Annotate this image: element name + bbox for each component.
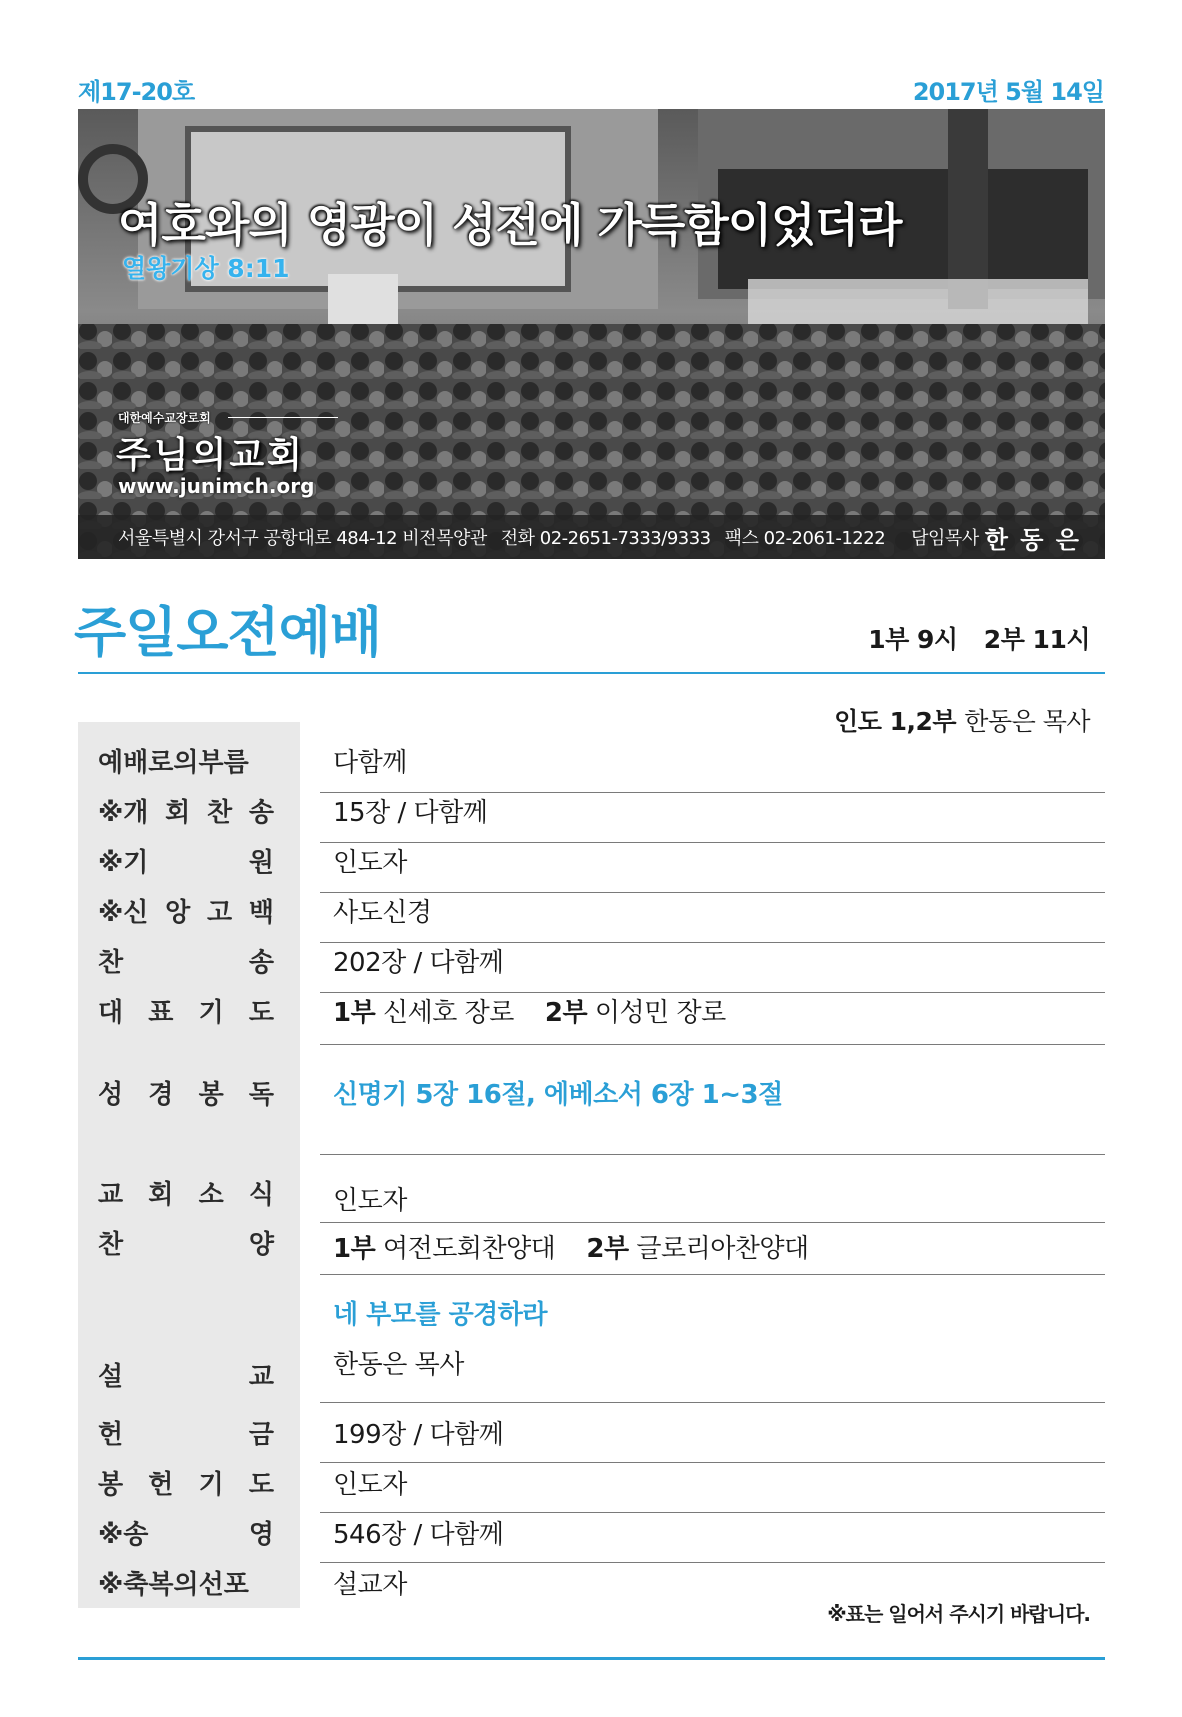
church-website[interactable]: www.junimch.org	[118, 474, 315, 498]
label-glyph: 찬	[98, 948, 124, 978]
row-divider	[320, 1462, 1105, 1463]
item-label	[98, 1514, 274, 1551]
service-times	[850, 620, 1090, 656]
label-glyph: 원	[248, 848, 274, 878]
label-glyph: 찬	[98, 1230, 124, 1260]
item-value: 사도신경	[333, 898, 432, 928]
church-fax: 팩스 02-2061-1222	[724, 528, 886, 549]
row-divider	[320, 892, 1105, 893]
label-glyph: 고	[207, 898, 233, 928]
value-part: 글로리아찬양대	[636, 1234, 809, 1264]
label-glyph: 봉	[98, 1470, 124, 1500]
label-glyph: 양	[248, 1230, 274, 1260]
preacher: 한동은 목사	[333, 1350, 464, 1380]
sermon-title: 네 부모를 공경하라	[333, 1300, 548, 1330]
value-part: 신세호 장로	[382, 998, 514, 1028]
row-divider	[320, 1402, 1105, 1403]
label-glyph: 경	[148, 1080, 174, 1110]
item-label	[98, 992, 274, 1029]
denomination-divider	[228, 417, 338, 418]
leader-name: 한동은 목사	[964, 707, 1090, 736]
item-label: ※축복의선포	[98, 1570, 249, 1600]
label-glyph: 찬	[207, 798, 233, 828]
standing-note: ※표는 일어서 주시기 바랍니다.	[827, 1602, 1090, 1626]
item-label	[98, 892, 274, 929]
row-divider	[320, 1562, 1105, 1563]
item-label	[98, 842, 274, 879]
item-value: 설교자	[333, 1570, 407, 1600]
issue-number: 제17-20호	[78, 78, 195, 106]
title-divider	[78, 672, 1105, 674]
label-glyph: ※개	[98, 798, 149, 828]
item-label	[98, 1464, 274, 1501]
label-glyph: 표	[148, 998, 174, 1028]
item-label: 예배로의부름	[98, 748, 249, 778]
label-glyph: ※기	[98, 848, 149, 878]
value-part: 이성민 장로	[594, 998, 726, 1028]
item-value: 199장 / 다함께	[333, 1420, 504, 1450]
label-glyph: 헌	[98, 1420, 124, 1450]
label-glyph: 회	[165, 798, 191, 828]
label-glyph: 송	[248, 948, 274, 978]
order-of-worship	[78, 722, 1105, 1608]
label-glyph: 교	[98, 1180, 124, 1210]
value-part-label: 2부	[544, 998, 588, 1028]
service-time-2: 2부 11시	[983, 625, 1090, 654]
banner-reference: 열왕기상 8:11	[122, 254, 290, 283]
label-glyph: 소	[198, 1180, 224, 1210]
row-divider	[320, 1154, 1105, 1155]
row-divider	[320, 1274, 1105, 1275]
contact-bar	[78, 515, 1105, 559]
label-glyph: 앙	[165, 898, 191, 928]
label-glyph: 백	[248, 898, 274, 928]
church-phone: 전화 02-2651-7333/9333	[500, 528, 711, 549]
row-divider	[320, 1044, 1105, 1045]
value-part-label: 1부	[333, 998, 376, 1028]
item-value: 202장 / 다함께	[333, 948, 504, 978]
label-glyph: 금	[248, 1420, 274, 1450]
label-glyph: 독	[248, 1080, 274, 1110]
item-value: 다함께	[333, 748, 407, 778]
item-value: 인도자	[333, 1186, 407, 1216]
pastor-name: 한 동 은	[984, 525, 1081, 554]
label-glyph: 도	[248, 998, 274, 1028]
label-glyph: 대	[98, 998, 124, 1028]
label-glyph: 봉	[198, 1080, 224, 1110]
row-divider	[320, 1512, 1105, 1513]
bulletin-date: 2017년 5월 14일	[912, 78, 1104, 106]
pastor-label: 담임목사	[911, 528, 979, 549]
label-glyph: 도	[248, 1470, 274, 1500]
label-glyph: 설	[98, 1362, 124, 1392]
service-time-1: 1부 9시	[868, 625, 958, 654]
value-part: 여전도회찬양대	[382, 1234, 556, 1264]
label-glyph: ※송	[98, 1520, 149, 1550]
label-glyph: 송	[248, 798, 274, 828]
church-address: 서울특별시 강서구 공항대로 484-12 비전목양관	[118, 528, 487, 549]
label-glyph: 회	[148, 1180, 174, 1210]
item-label	[98, 792, 274, 829]
item-label	[98, 1174, 274, 1211]
row-divider	[320, 1222, 1105, 1223]
banner-photo	[78, 109, 1105, 559]
value-part-label: 2부	[586, 1234, 629, 1264]
item-label	[98, 1414, 274, 1451]
item-value: 인도자	[333, 848, 407, 878]
service-title: 주일오전예배	[74, 601, 381, 664]
value-part-label: 1부	[333, 1234, 376, 1264]
item-label	[98, 942, 274, 979]
label-glyph: 교	[248, 1362, 274, 1392]
banner-verse: 여호와의 영광이 성전에 가득함이었더라	[118, 198, 902, 252]
item-value	[333, 1228, 809, 1265]
scripture-reading: 신명기 5장 16절, 에베소서 6장 1~3절	[333, 1080, 783, 1110]
label-glyph: 식	[248, 1180, 274, 1210]
item-label	[98, 1224, 274, 1261]
denomination: 대한예수교장로회	[118, 411, 211, 425]
label-glyph: 성	[98, 1080, 124, 1110]
label-glyph: 기	[198, 1470, 224, 1500]
item-value: 인도자	[333, 1470, 407, 1500]
footer-divider	[78, 1657, 1105, 1660]
item-value: 15장 / 다함께	[333, 798, 488, 828]
church-name: 주님의교회	[116, 435, 305, 476]
label-glyph: 영	[248, 1520, 274, 1550]
item-label	[98, 1356, 274, 1393]
row-divider	[320, 842, 1105, 843]
label-glyph: 헌	[148, 1470, 174, 1500]
leader-label: 인도 1,2부	[834, 707, 957, 736]
label-glyph: 기	[198, 998, 224, 1028]
label-glyph: ※신	[98, 898, 149, 928]
item-value: 546장 / 다함께	[333, 1520, 504, 1550]
item-label	[98, 1074, 274, 1111]
item-value	[333, 992, 726, 1029]
